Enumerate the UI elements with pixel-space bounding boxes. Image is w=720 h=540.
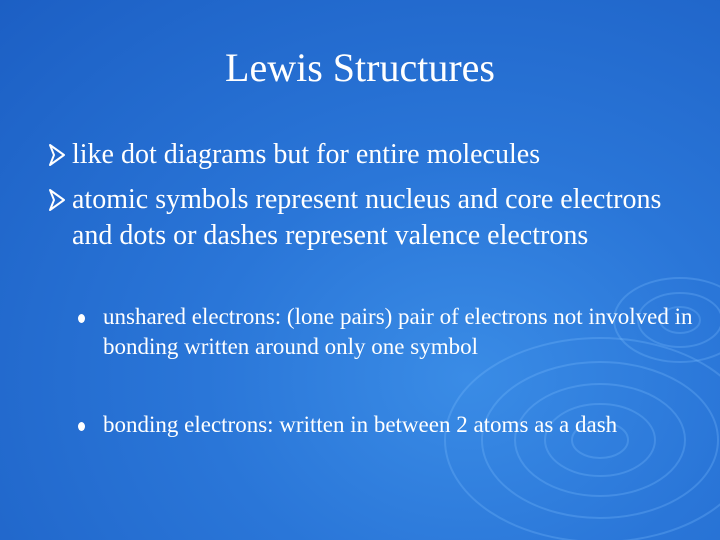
sub-bullet-text: bonding electrons: written in between 2 atoms as a dash: [103, 412, 618, 437]
dot-bullet-icon: [78, 314, 85, 323]
arrow-bullet-icon: [48, 188, 66, 212]
sub-bullet-item: [78, 410, 698, 440]
bullet-text: atomic symbols represent nucleus and core electrons and dots or dashes represent valence electrons: [72, 184, 662, 251]
sub-bullet-item: [78, 302, 698, 362]
slide-title: Lewis Structures: [225, 45, 495, 90]
sub-bullet-text: unshared electrons: (lone pairs) pair of electrons not involved in bonding written around only one symbol: [103, 304, 693, 359]
bullet-text: like dot diagrams but for entire molecules: [72, 139, 541, 170]
dot-bullet-icon: [78, 422, 85, 431]
bullet-item: [48, 137, 688, 173]
arrow-bullet-icon: [48, 143, 66, 167]
bullet-item: [48, 182, 688, 254]
